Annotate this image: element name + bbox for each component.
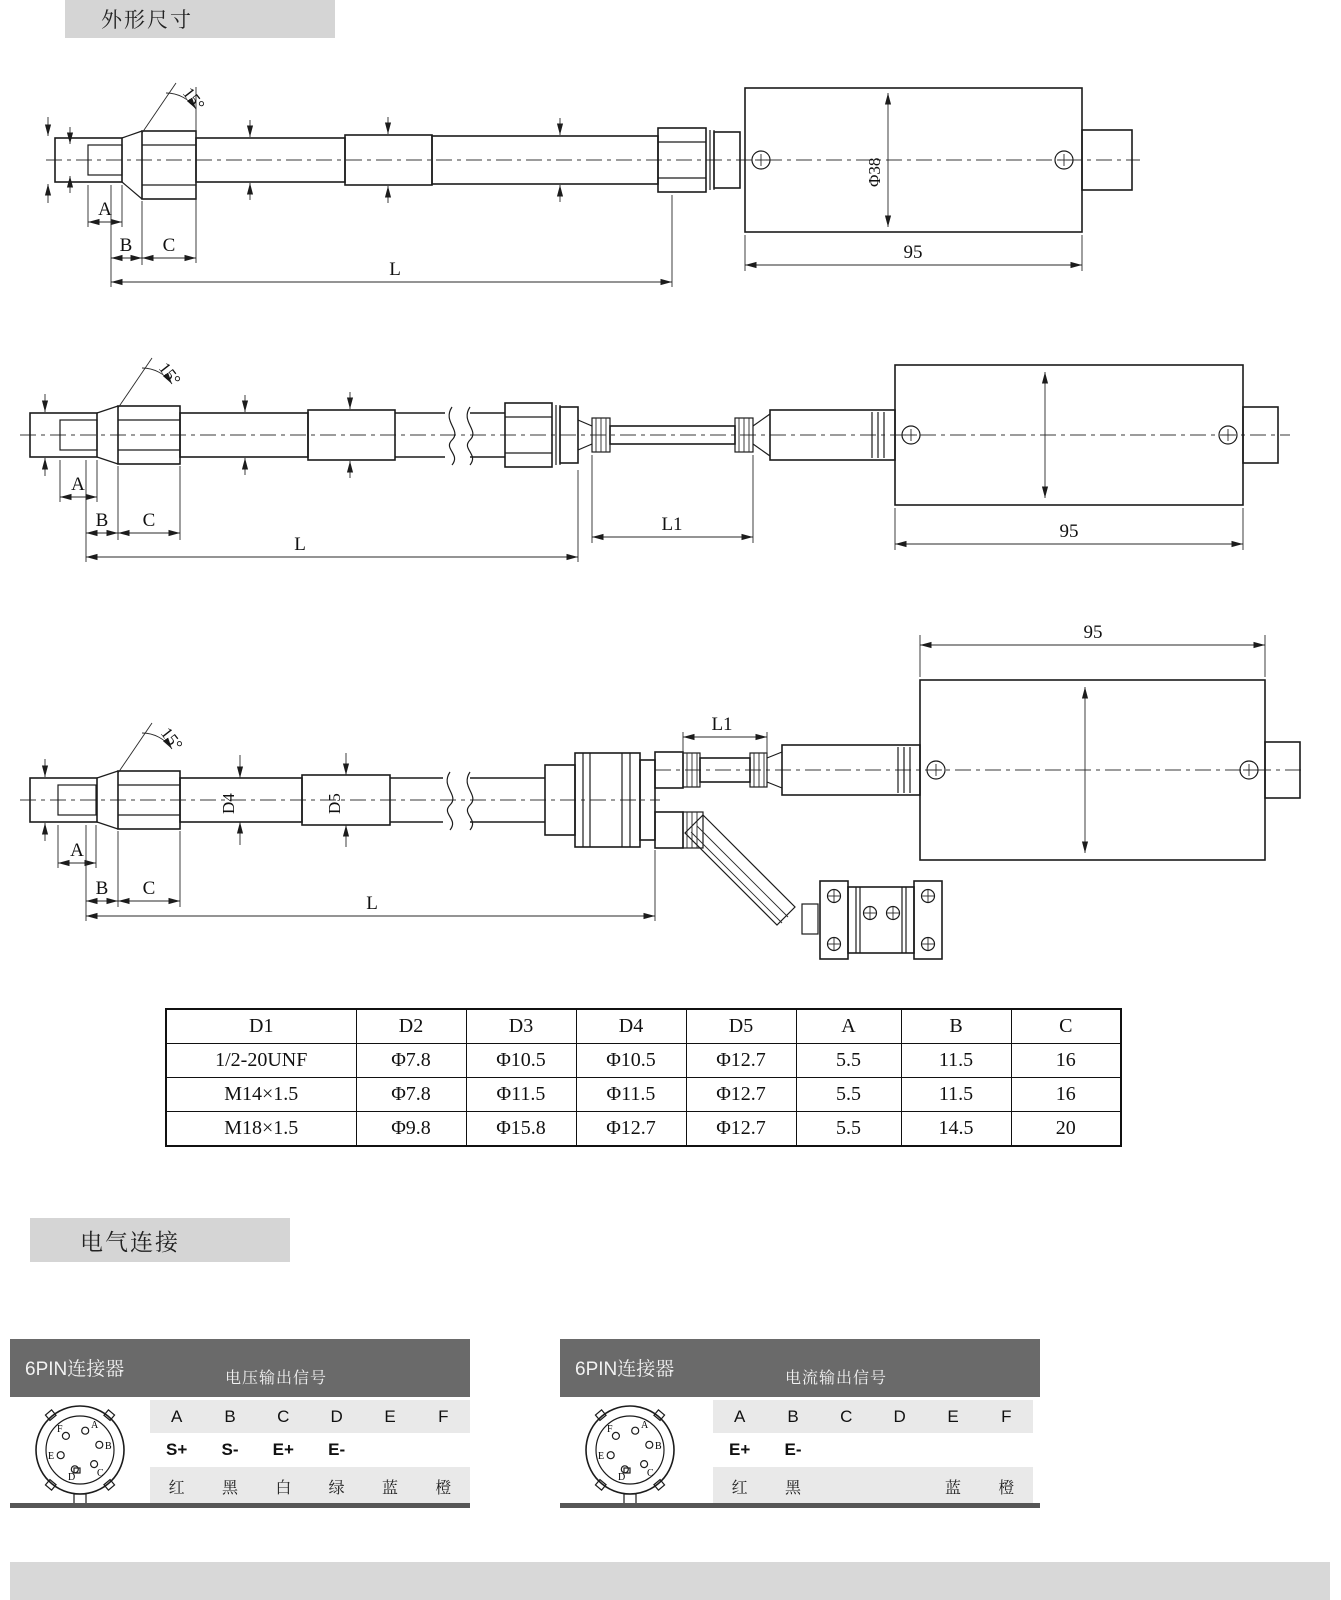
dim-b-label: B xyxy=(119,235,133,256)
table-cell: Φ7.8 xyxy=(356,1078,466,1112)
table-cell: 14.5 xyxy=(901,1112,1011,1147)
wire-color: 白 xyxy=(275,1479,292,1497)
table-cell: 11.5 xyxy=(901,1044,1011,1078)
table-cell: 16 xyxy=(1011,1078,1121,1112)
current-panel-header xyxy=(560,1339,1040,1397)
pin-signal: E- xyxy=(328,1440,346,1459)
pin-signal: E- xyxy=(784,1440,802,1459)
table-cell: 1/2-20UNF xyxy=(166,1044,356,1078)
table-header-cell: D4 xyxy=(576,1009,686,1044)
section-header-outline xyxy=(65,0,335,38)
wire-colors-row xyxy=(713,1467,1033,1505)
connector-pinout-diagram xyxy=(568,1398,692,1510)
dimension-annotations xyxy=(48,83,1082,287)
body-length-label: 95 xyxy=(903,242,923,263)
panel-divider xyxy=(560,1503,1040,1508)
connector-title: 6PIN连接器 xyxy=(25,1359,125,1380)
pin-signals-row xyxy=(150,1433,470,1467)
table-cell: M18×1.5 xyxy=(166,1112,356,1147)
connector-pinout-diagram xyxy=(18,1398,142,1510)
table-cell: Φ15.8 xyxy=(466,1112,576,1147)
pin-label-e: E xyxy=(48,1451,55,1462)
table-header-cell: B xyxy=(901,1009,1011,1044)
table-row xyxy=(166,1078,1121,1112)
dim-b-label: B xyxy=(95,878,109,899)
table-cell: Φ7.8 xyxy=(356,1044,466,1078)
dim-c-label: C xyxy=(142,878,156,899)
pin-letter: F xyxy=(1001,1406,1012,1426)
table-header-cell: D5 xyxy=(686,1009,796,1044)
angle-label: 15° xyxy=(178,83,209,115)
dim-l-label: L xyxy=(294,534,306,555)
pin-letters-row xyxy=(150,1400,470,1433)
panel-divider xyxy=(10,1503,470,1508)
wire-color: 蓝 xyxy=(944,1479,961,1497)
dim-d4-label: D4 xyxy=(219,793,238,814)
table-header-row xyxy=(166,1009,1121,1044)
table-header-cell: D3 xyxy=(466,1009,576,1044)
signal-type-label: 电流输出信号 xyxy=(785,1370,888,1387)
dim-d5-label: D5 xyxy=(325,793,344,814)
table-cell: Φ12.7 xyxy=(686,1078,796,1112)
pin-letter: B xyxy=(224,1406,236,1426)
pin-letter: A xyxy=(733,1406,746,1426)
pin-signal: E+ xyxy=(729,1440,751,1459)
drawing-dual-cable-probe xyxy=(0,605,1341,970)
pin-label-f: F xyxy=(57,1424,63,1435)
drawing-straight-probe xyxy=(0,75,1341,295)
pin-label-e: E xyxy=(598,1451,605,1462)
dimension-annotations xyxy=(45,358,1243,562)
table-header-cell: D1 xyxy=(166,1009,356,1044)
pin-label-b: B xyxy=(105,1441,112,1452)
table-cell: 20 xyxy=(1011,1112,1121,1147)
angle-label: 15° xyxy=(156,723,187,755)
table-cell: 5.5 xyxy=(796,1044,901,1078)
signal-type-label: 电压输出信号 xyxy=(225,1370,328,1387)
pin-label-d: D xyxy=(68,1472,76,1483)
pin-label-a: A xyxy=(641,1420,649,1431)
body-dia-label: Φ38 xyxy=(865,157,884,187)
wire-color: 蓝 xyxy=(381,1479,398,1497)
wire-color: 红 xyxy=(731,1479,748,1497)
dim-a-label: A xyxy=(70,840,84,861)
dim-l1-label: L1 xyxy=(711,714,733,735)
pin-letter: C xyxy=(277,1406,290,1426)
table-cell: 5.5 xyxy=(796,1112,901,1147)
table-cell: 11.5 xyxy=(901,1078,1011,1112)
pin-label-f: F xyxy=(607,1424,613,1435)
pin-signals-row xyxy=(713,1433,1033,1467)
branch-cable-thermocouple xyxy=(683,812,942,959)
pin-letters-row xyxy=(713,1400,1033,1433)
pin-label-c: C xyxy=(97,1468,104,1479)
drawing-flex-cable-probe xyxy=(0,350,1341,580)
section-header-electrical xyxy=(30,1218,290,1262)
table-row xyxy=(166,1112,1121,1147)
footer-bar xyxy=(10,1562,1330,1600)
table-cell: Φ10.5 xyxy=(576,1044,686,1078)
body-length-label: 95 xyxy=(1083,622,1103,643)
table-cell: 16 xyxy=(1011,1044,1121,1078)
angle-label: 15° xyxy=(154,358,185,390)
section-title: 电气连接 xyxy=(80,1228,180,1255)
section-title: 外形尺寸 xyxy=(101,9,193,32)
pin-letter: B xyxy=(787,1406,799,1426)
pin-signal: S- xyxy=(221,1440,239,1459)
wire-color: 橙 xyxy=(998,1479,1015,1497)
table-cell: 5.5 xyxy=(796,1078,901,1112)
wire-color: 红 xyxy=(168,1479,185,1497)
connector-title: 6PIN连接器 xyxy=(575,1359,675,1380)
voltage-panel-header xyxy=(10,1339,470,1397)
table-header-cell: A xyxy=(796,1009,901,1044)
wire-colors-row xyxy=(150,1467,470,1505)
probe-body xyxy=(20,752,1305,848)
probe-body xyxy=(20,403,1290,467)
wire-color: 橙 xyxy=(435,1479,452,1497)
wire-color: 绿 xyxy=(328,1479,345,1497)
table-header-cell: D2 xyxy=(356,1009,466,1044)
pin-letter: A xyxy=(170,1406,183,1426)
dim-c-label: C xyxy=(162,235,176,256)
table-cell: M14×1.5 xyxy=(166,1078,356,1112)
pin-letter: C xyxy=(840,1406,853,1426)
table-cell: Φ10.5 xyxy=(466,1044,576,1078)
pin-letter: F xyxy=(438,1406,449,1426)
table-cell: Φ12.7 xyxy=(686,1112,796,1147)
pin-letter: D xyxy=(893,1406,906,1426)
dim-b-label: B xyxy=(95,510,109,531)
table-cell: Φ11.5 xyxy=(576,1078,686,1112)
table-cell: Φ12.7 xyxy=(576,1112,686,1147)
dim-c-label: C xyxy=(142,510,156,531)
table-header-cell: C xyxy=(1011,1009,1121,1044)
pin-letter: E xyxy=(947,1406,959,1426)
table-cell: Φ12.7 xyxy=(686,1044,796,1078)
pin-label-c: C xyxy=(647,1468,654,1479)
pin-signal: S+ xyxy=(166,1440,188,1459)
table-cell: Φ9.8 xyxy=(356,1112,466,1147)
dim-l-label: L xyxy=(366,893,378,914)
pin-label-d: D xyxy=(618,1472,626,1483)
pin-letter: D xyxy=(330,1406,343,1426)
pin-signal: E+ xyxy=(272,1440,294,1459)
wire-color: 黑 xyxy=(784,1479,801,1497)
table-cell: Φ11.5 xyxy=(466,1078,576,1112)
dim-a-label: A xyxy=(98,199,112,220)
dim-l-label: L xyxy=(389,259,401,280)
body-length-label: 95 xyxy=(1059,521,1079,542)
dim-a-label: A xyxy=(71,474,85,495)
table-row xyxy=(166,1044,1121,1078)
probe-body xyxy=(46,128,1140,199)
pin-letter: E xyxy=(384,1406,396,1426)
wire-color: 黑 xyxy=(221,1479,238,1497)
pin-label-a: A xyxy=(91,1420,99,1431)
pin-label-b: B xyxy=(655,1441,662,1452)
dim-l1-label: L1 xyxy=(661,514,683,535)
dimension-table xyxy=(165,1008,1120,1147)
